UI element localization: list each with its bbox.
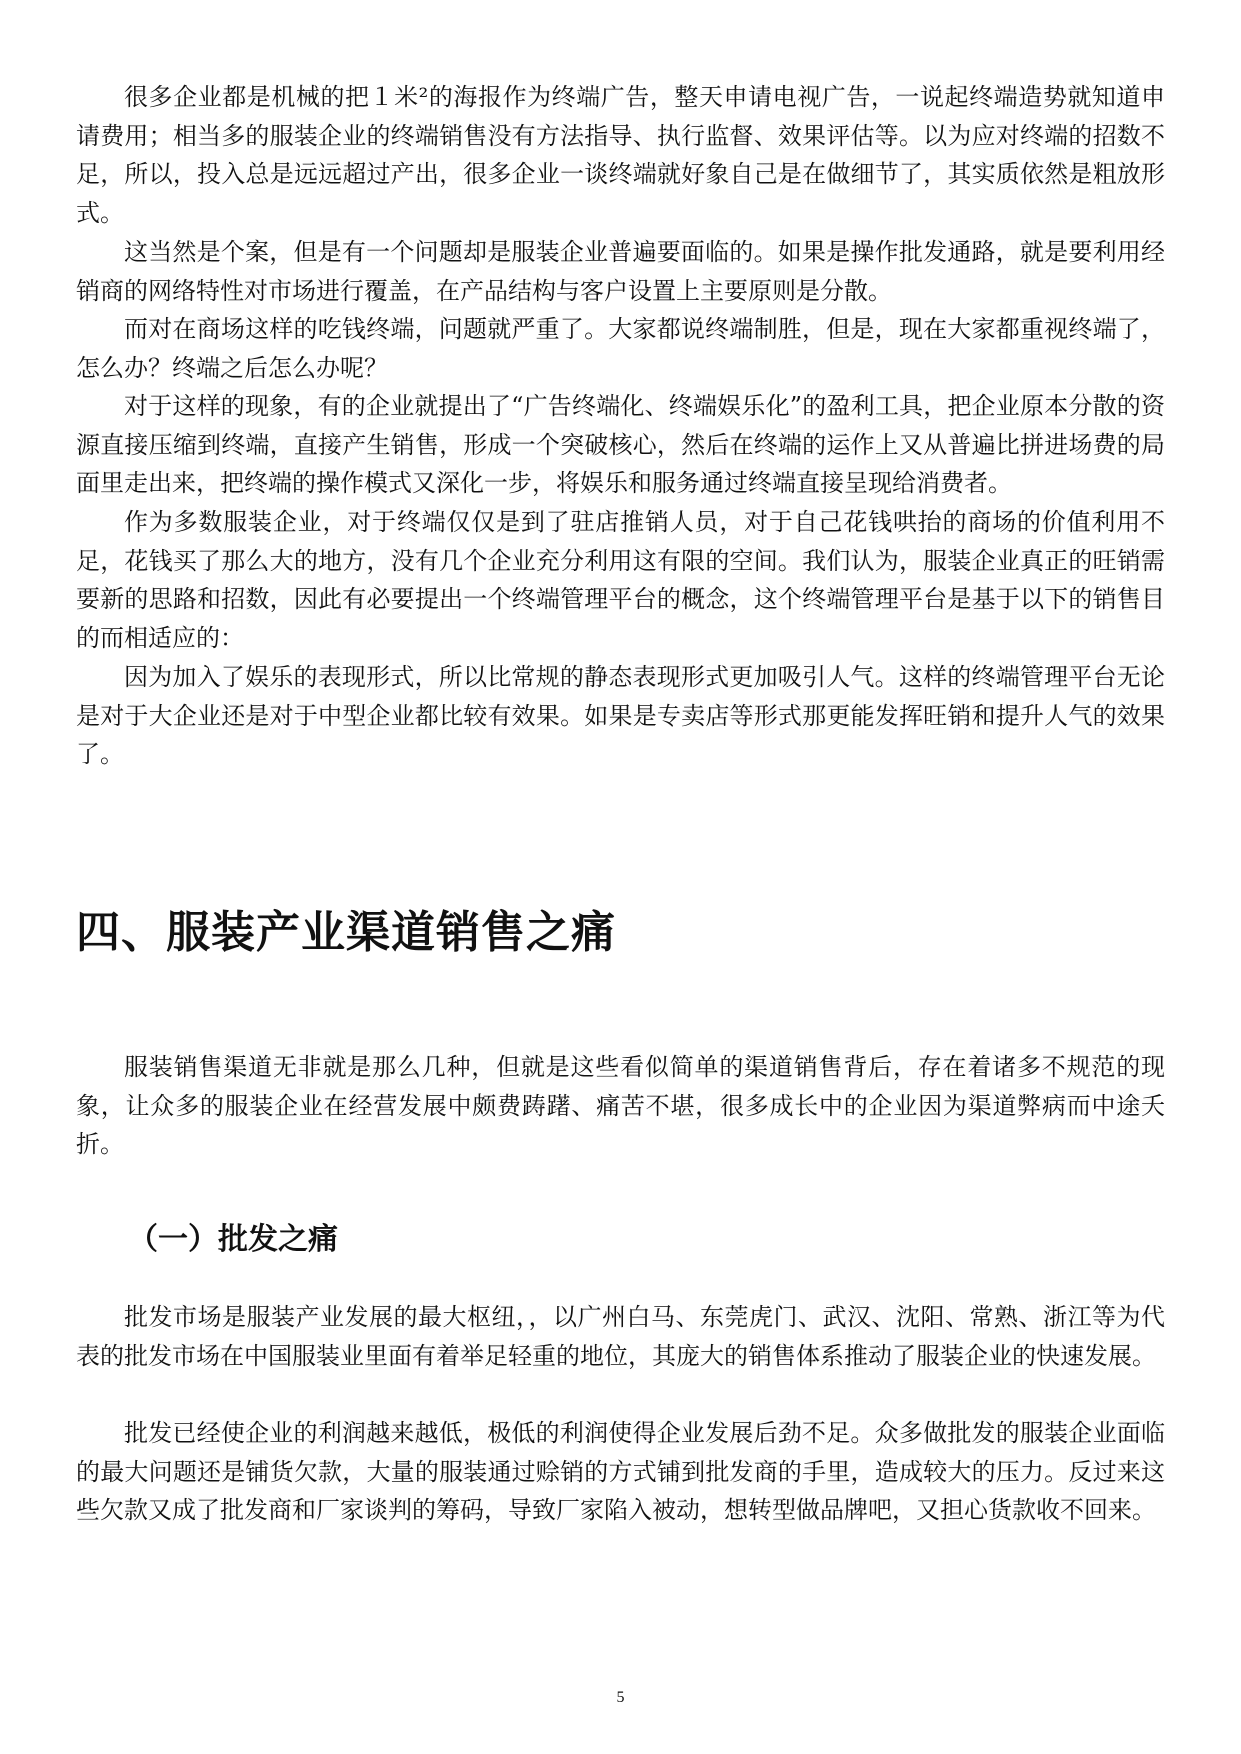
paragraph-mall-terminal: 而对在商场这样的吃钱终端，问题就严重了。大家都说终端制胜，但是，现在大家都重视终端了，怎么办？终端之后怎么办呢？: [76, 315, 1165, 382]
paragraph-wholesale-market: 批发市场是服装产业发展的最大枢纽，，以广州白马、东莞虎门、武汉、沈阳、常熟、浙江等为代表的批发市场在中国服装业里面有着举足轻重的地位，其庞大的销售体系推动了服装企业的快速发展。: [76, 1303, 1165, 1370]
paragraph-poster-ads: 很多企业都是机械的把１米²的海报作为终端广告，整天申请电视广告，一说起终端造势就知道申请费用；相当多的服装企业的终端销售没有方法指导、执行监督、效果评估等。以为应对终端的招数不足，所以，投入总是远远超过产出，很多企业一谈终端就好象自己是在做细节了，其实质依然是粗放形式。: [76, 83, 1165, 227]
paragraph-platform-effect: 因为加入了娱乐的表现形式，所以比常规的静态表现形式更加吸引人气。这样的终端管理平台无论是对于大企业还是对于中型企业都比较有效果。如果是专卖店等形式那更能发挥旺销和提升人气的效果了。: [76, 663, 1165, 769]
paragraph-entertainment-terminal: 对于这样的现象，有的企业就提出了“广告终端化、终端娱乐化”的盈利工具，把企业原本分散的资源直接压缩到终端，直接产生销售，形成一个突破核心，然后在终端的运作上又从普遍比拼进场费的局面里走出来，把终端的操作模式又深化一步，将娱乐和服务通过终端直接呈现给消费者。: [76, 392, 1165, 498]
page-number: 5: [616, 1689, 625, 1706]
subsection-heading: （一）批发之痛: [128, 1222, 338, 1257]
section-heading: 四、服装产业渠道销售之痛: [76, 907, 616, 958]
paragraph-terminal-platform: 作为多数服装企业，对于终端仅仅是到了驻店推销人员，对于自己花钱哄抬的商场的价值利用不足，花钱买了那么大的地方，没有几个企业充分利用这有限的空间。我们认为，服装企业真正的旺销需要新的思路和招数，因此有必要提出一个终端管理平台的概念，这个终端管理平台是基于以下的销售目的而相适应的：: [76, 508, 1165, 652]
paragraph-wholesale-channel: 这当然是个案，但是有一个问题却是服装企业普遍要面临的。如果是操作批发通路，就是要利用经销商的网络特性对市场进行覆盖，在产品结构与客户设置上主要原则是分散。: [76, 238, 1165, 305]
paragraph-wholesale-profit: 批发已经使企业的利润越来越低，极低的利润使得企业发展后劲不足。众多做批发的服装企业面临的最大问题还是铺货欠款，大量的服装通过赊销的方式铺到批发商的手里，造成较大的压力。反过来这些欠款又成了批发商和厂家谈判的筹码，导致厂家陷入被动，想转型做品牌吧，又担心货款收不回来。: [76, 1419, 1165, 1525]
paragraph-section-intro: 服装销售渠道无非就是那么几种，但就是这些看似简单的渠道销售背后，存在着诸多不规范的现象，让众多的服装企业在经营发展中颇费踌躇、痛苦不堪，很多成长中的企业因为渠道弊病而中途夭折。: [76, 1053, 1165, 1159]
